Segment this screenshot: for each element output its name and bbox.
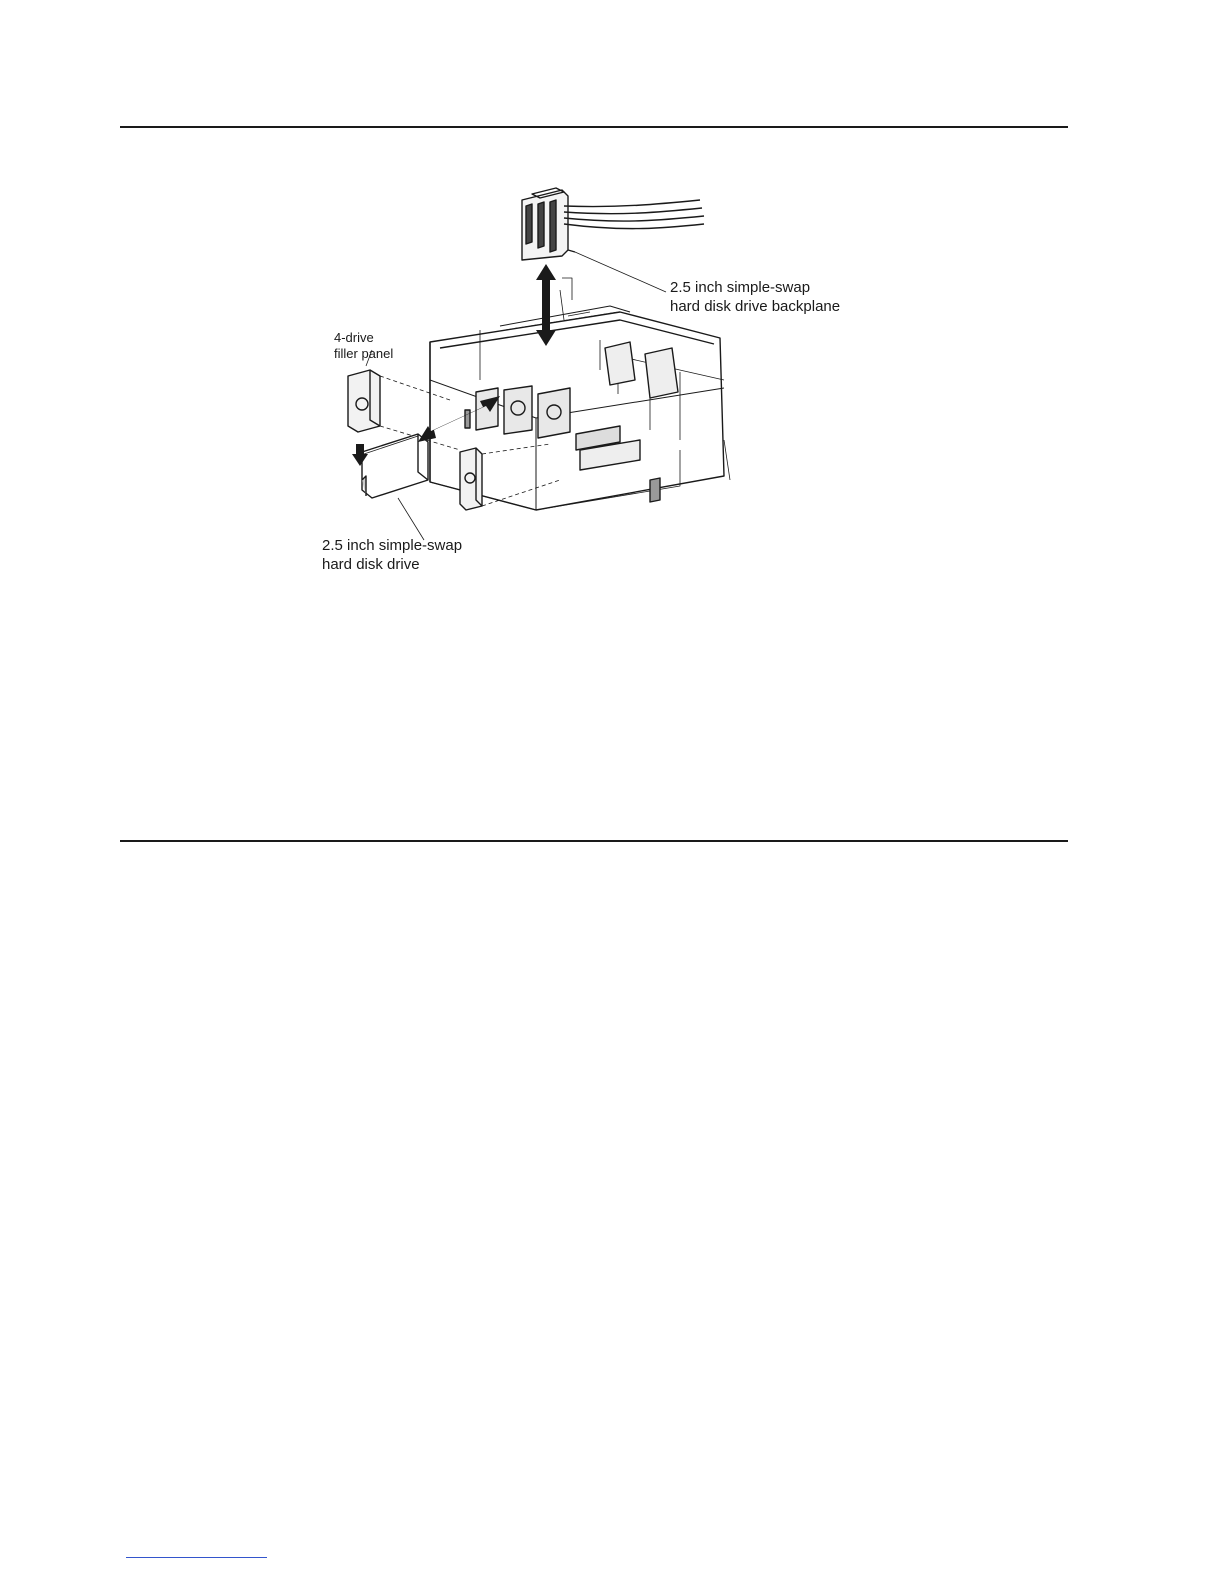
footer-link-underline[interactable] <box>126 1557 267 1558</box>
backplane-drawing <box>522 188 704 260</box>
callout-backplane: 2.5 inch simple-swap hard disk drive backplane <box>670 279 841 315</box>
hard-disk-drive-illustration <box>300 180 900 590</box>
top-divider <box>120 126 1068 128</box>
hard-disk-drive-drawing <box>362 434 428 540</box>
callout-hard-disk-drive: 2.5 inch simple-swap hard disk drive <box>322 537 463 573</box>
bottom-divider <box>120 840 1068 842</box>
callout-filler-panel: 4-drive filler panel <box>334 330 394 361</box>
lift-arrow <box>536 264 556 346</box>
server-drawing <box>300 180 900 590</box>
